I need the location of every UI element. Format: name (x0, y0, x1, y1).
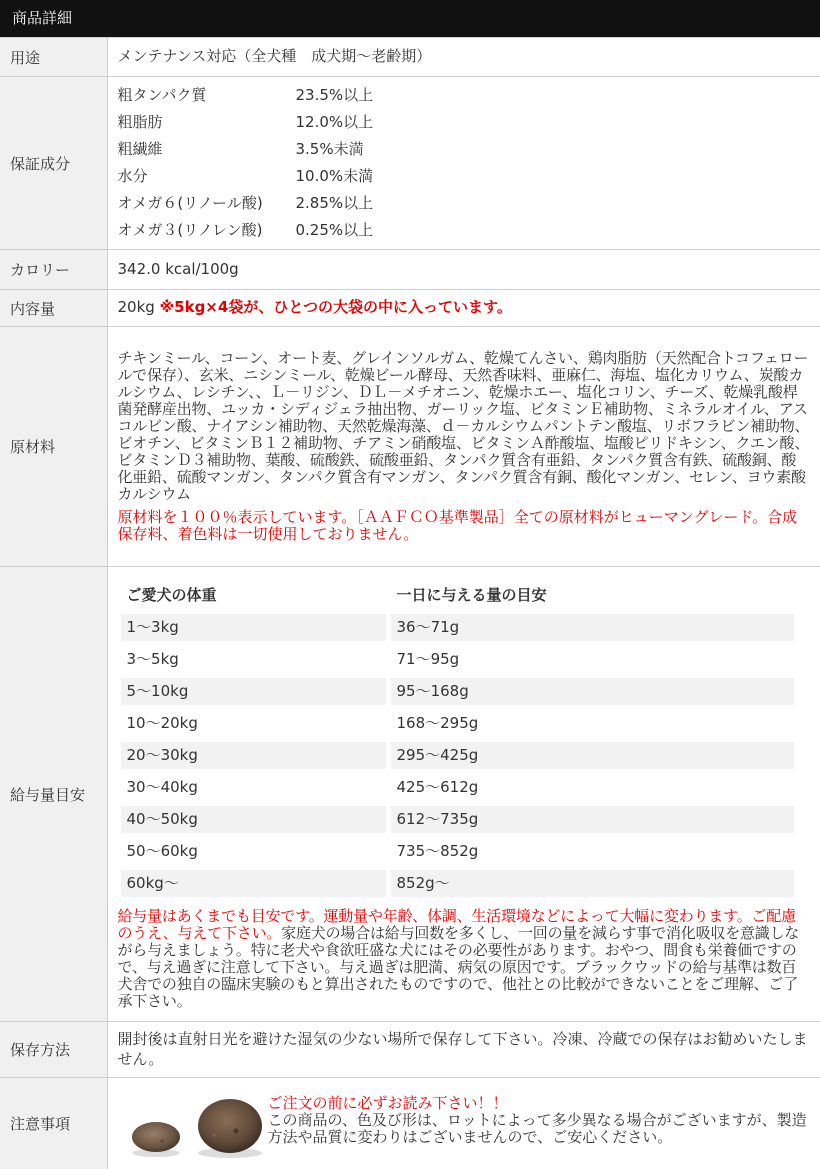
caution-row (0, 1078, 820, 1169)
caution-content (118, 1089, 811, 1159)
ingredients-value (107, 327, 820, 567)
guarantee-row (0, 77, 820, 250)
feeding-table-row (121, 870, 794, 897)
guarantee-name: 水分 (117, 167, 148, 185)
feeding-amount: 612～735g (391, 806, 794, 833)
feeding-amount: 95～168g (391, 678, 794, 705)
feeding-weight: 30～40kg (126, 778, 198, 796)
feeding-table (116, 578, 799, 902)
guarantee-item (118, 136, 388, 163)
storage-label: 保存方法 (0, 1022, 107, 1078)
caution-notice (268, 1089, 811, 1146)
feeding-table-row (121, 614, 794, 641)
feeding-table-row (121, 806, 794, 833)
content-row (0, 290, 820, 327)
feeding-amount: 735～852g (396, 842, 479, 860)
feeding-amount: 71～95g (396, 650, 460, 668)
feeding-value (107, 567, 820, 1022)
guarantee-val: 23.5%以上 (295, 86, 374, 104)
calorie-row (0, 250, 820, 290)
feeding-weight: 3～5kg (126, 650, 179, 668)
content-amount: 20kg (117, 298, 155, 317)
guarantee-val: 3.5%未満 (295, 140, 364, 158)
feeding-table-row (121, 742, 794, 769)
guarantee-item (118, 190, 388, 217)
guarantee-item (118, 163, 388, 190)
guarantee-label: 保証成分 (0, 77, 107, 250)
feeding-header-row (121, 583, 794, 609)
guarantee-name: オメガ３(リノレン酸) (117, 221, 263, 239)
feeding-amount: 852g～ (391, 870, 794, 897)
caution-heading: ご注文の前に必ずお読み下さい！！ (267, 1093, 508, 1112)
feeding-weight: 60kg～ (121, 870, 386, 897)
guarantee-val: 12.0%以上 (295, 113, 374, 131)
calorie-value: 342.0 kcal/100g (107, 250, 820, 290)
feeding-note-black: 家庭犬の場合は給与回数を多くし、一回の量を減らす事で消化吸収を意識しながら与えましょう。特に老犬や食欲旺盛な犬にはその必要性があります。おやつ、間食も栄養価ですので、与え過ぎに注意して下さい。与え過ぎは肥満、病気の原因です。ブラックウッドの給与基準は数百犬舎での独自の臨床実験のもと算出されたものですので、他社との比較ができないことをご理解、ご了承下さい。 (117, 924, 800, 1010)
feeding-weight: 10～20kg (126, 714, 198, 732)
feeding-weight: 1～3kg (121, 614, 386, 641)
feeding-table-row (121, 710, 794, 737)
storage-row (0, 1022, 820, 1078)
feeding-col-weight: ご愛犬の体重 (126, 586, 217, 605)
section-header: 商品詳細 (0, 0, 820, 37)
ingredients-note: 原材料を１００％表示しています。［ＡＡＦＣＯ基準製品］全ての原材料がヒューマングレード。合成保存料、着色料は一切使用しておりません。 (117, 508, 798, 543)
purpose-row (0, 38, 820, 77)
content-note: ※5kg×4袋が、ひとつの大袋の中に入っています。 (159, 298, 512, 317)
feeding-amount: 295～425g (391, 742, 794, 769)
feeding-note (118, 908, 811, 1010)
guarantee-table (118, 82, 388, 244)
guarantee-value (107, 77, 820, 250)
guarantee-val: 0.25%以上 (295, 221, 374, 239)
feeding-table-row (121, 646, 794, 673)
guarantee-item (118, 82, 388, 109)
ingredients-text: チキンミール、コーン、オート麦、グレインソルガム、乾燥てんさい、鶏肉脂肪（天然配合トコフェロールで保存）、玄米、ニシンミール、乾燥ビール酵母、天然香味料、亜麻仁、海塩、塩化カリウム、炭酸カルシウム、レシチン、、Ｌ－リジン、ＤＬ－メチオニン、乾燥ホエー、塩化コリン、チーズ、乾燥乳酸桿菌発酵産出物、ユッカ・シディジェラ抽出物、ガーリック塩、ビタミンＥ補助物、ミネラルオイル、アスコルビン酸、ナイアシン補助物、天然乾燥海藻、ｄ－カルシウムパントテン酸塩、リボフラビン補助物、ビオチン、ビタミンＢ１２補助物、チアミン硝酸塩、ビタミンＡ酢酸塩、塩酸ピリドキシン、クエン酸、ビタミンＤ３補助物、葉酸、硫酸鉄、硫酸亜鉛、タンパク質含有亜鉛、タンパク質含有鉄、硫酸銅、酸化亜鉛、硫酸マンガン、タンパク質含有マンガン、タンパク質含有銅、酸化マンガン、セレン、ヨウ素酸カルシウム (117, 349, 810, 503)
feeding-table-row (121, 838, 794, 865)
guarantee-val: 2.85%以上 (295, 194, 374, 212)
kibble-image (118, 1089, 268, 1159)
feeding-amount: 168～295g (396, 714, 479, 732)
feeding-col-amount: 一日に与える量の目安 (396, 586, 547, 605)
content-label: 内容量 (0, 290, 107, 327)
feeding-weight: 20～30kg (121, 742, 386, 769)
feeding-note-red: 給与量はあくまでも目安です。運動量や年齢、体調、生活環境などによって大幅に変わります。ご配慮のうえ、与えて下さい。 (117, 907, 796, 942)
feeding-amount: 36～71g (391, 614, 794, 641)
caution-label: 注意事項 (0, 1078, 107, 1169)
spec-table (0, 37, 820, 1169)
purpose-value: メンテナンス対応（全犬種 成犬期～老齢期） (107, 38, 820, 77)
caution-value (107, 1078, 820, 1169)
guarantee-item (118, 109, 388, 136)
feeding-table-row (121, 678, 794, 705)
guarantee-item (118, 217, 388, 244)
feeding-weight: 40～50kg (121, 806, 386, 833)
guarantee-name: 粗繊維 (117, 140, 163, 158)
feeding-label: 給与量目安 (0, 567, 107, 1022)
ingredients-row (0, 327, 820, 567)
content-value (107, 290, 820, 327)
feeding-table-row (121, 774, 794, 801)
feeding-weight: 5～10kg (121, 678, 386, 705)
feeding-weight: 50～60kg (126, 842, 198, 860)
guarantee-name: オメガ６(リノール酸) (117, 194, 263, 212)
calorie-label: カロリー (0, 250, 107, 290)
caution-text: この商品の、色及び形は、ロットによって多少異なる場合がございますが、製造方法や品質に変わりはございませんので、ご安心ください。 (267, 1110, 807, 1146)
feeding-amount: 425～612g (396, 778, 479, 796)
purpose-label: 用途 (0, 38, 107, 77)
guarantee-name: 粗タンパク質 (117, 86, 207, 104)
guarantee-val: 10.0%未満 (295, 167, 374, 185)
feeding-row (0, 567, 820, 1022)
kibble-illustration (118, 1089, 268, 1159)
guarantee-name: 粗脂肪 (117, 113, 163, 131)
ingredients-label: 原材料 (0, 327, 107, 567)
storage-value: 開封後は直射日光を避けた湿気の少ない場所で保存して下さい。冷凍、冷蔵での保存はお勧めいたしません。 (107, 1022, 820, 1078)
